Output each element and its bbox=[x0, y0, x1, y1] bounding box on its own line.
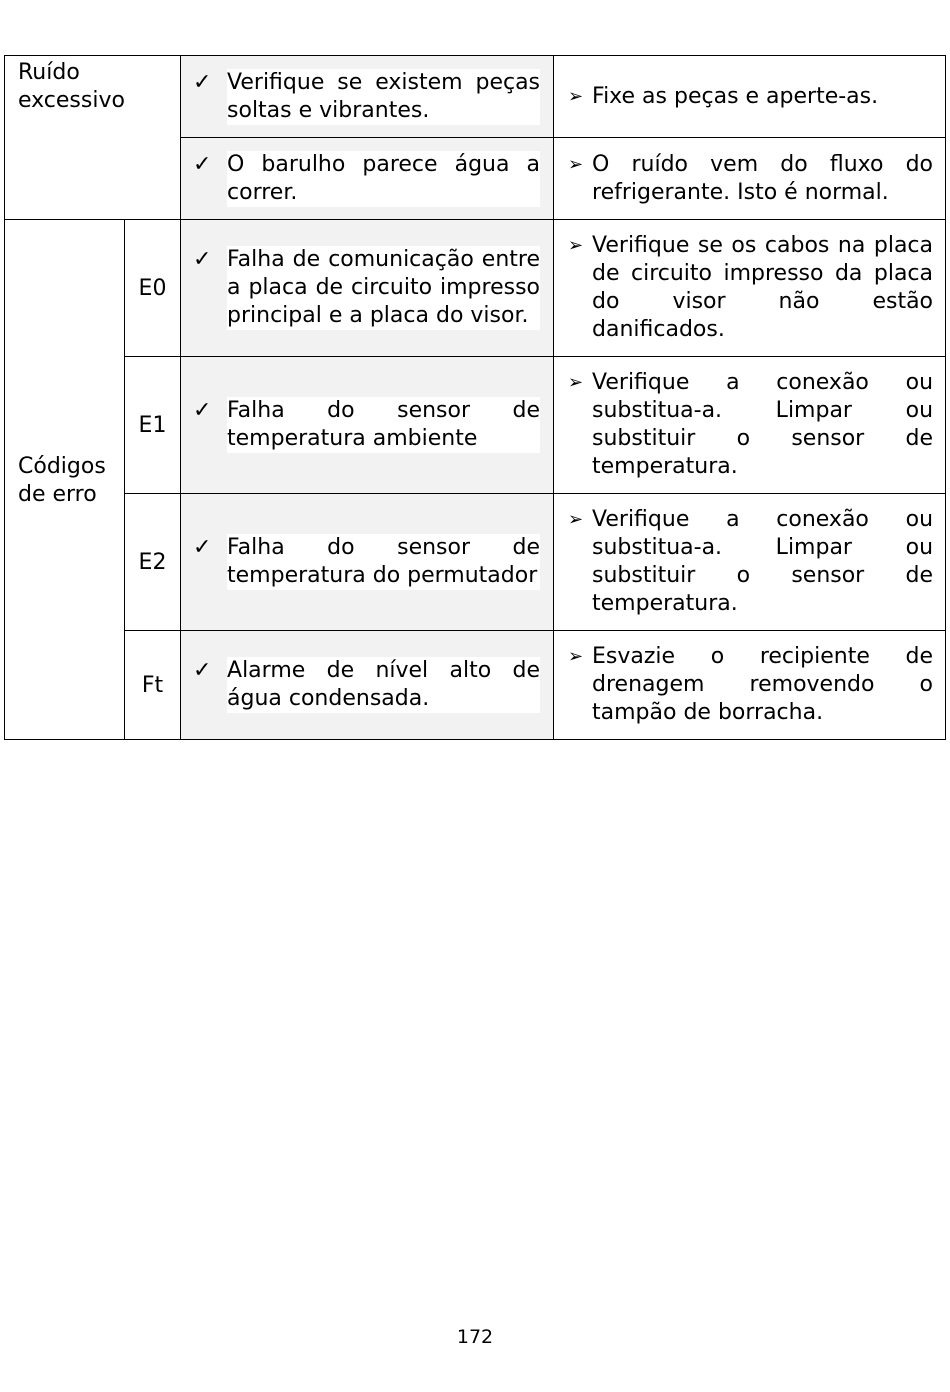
solution-cell bbox=[554, 56, 946, 138]
arrowhead-bullet-icon: ➢ bbox=[568, 372, 584, 393]
error-code: Ft bbox=[125, 631, 181, 740]
arrowhead-bullet-icon: ➢ bbox=[568, 153, 584, 175]
arrowhead-bullet-icon: ➢ bbox=[568, 85, 584, 107]
table-row bbox=[5, 631, 946, 740]
cause-cell bbox=[181, 138, 554, 220]
arrowhead-bullet-icon: ➢ bbox=[568, 646, 584, 667]
cause-cell bbox=[181, 631, 554, 740]
solution-text: O ruído vem do fluxo do refrigerante. Isto é normal. bbox=[592, 151, 934, 205]
page-number: 172 bbox=[456, 1326, 494, 1348]
solution-text: Verifique se os cabos na placa de circuito impresso da placa do visor não estão danificados. bbox=[592, 233, 934, 342]
checkmark-icon: ✓ bbox=[193, 535, 212, 560]
category-error-codes: Códigos de erro bbox=[5, 220, 125, 740]
troubleshooting-table bbox=[4, 55, 946, 740]
solution-cell bbox=[554, 357, 946, 494]
cause-text: Falha do sensor de temperatura ambiente bbox=[227, 398, 541, 451]
arrowhead-bullet-icon: ➢ bbox=[568, 235, 584, 256]
cause-text: Alarme de nível alto de água condensada. bbox=[227, 658, 541, 711]
cause-cell bbox=[181, 220, 554, 357]
cause-text: Verifique se existem peças soltas e vibrantes. bbox=[227, 69, 541, 123]
checkmark-icon: ✓ bbox=[193, 69, 212, 95]
arrowhead-bullet-icon: ➢ bbox=[568, 509, 584, 530]
solution-text: Fixe as peças e aperte-as. bbox=[592, 83, 879, 109]
solution-text: Esvazie o recipiente de drenagem removendo o tampão de borracha. bbox=[592, 644, 934, 725]
category-excessive-noise: Ruído excessivo bbox=[5, 56, 181, 220]
cause-text: Falha de comunicação entre a placa de circuito impresso principal e a placa do visor. bbox=[227, 247, 541, 328]
solution-cell bbox=[554, 494, 946, 631]
checkmark-icon: ✓ bbox=[193, 398, 212, 423]
solution-text: Verifique a conexão ou substitua-a. Limpar ou substituir o sensor de temperatura. bbox=[592, 507, 934, 616]
table-row bbox=[5, 357, 946, 494]
error-code: E0 bbox=[125, 220, 181, 357]
checkmark-icon: ✓ bbox=[193, 658, 212, 683]
cause-text: O barulho parece água a correr. bbox=[227, 151, 541, 205]
cause-cell bbox=[181, 56, 554, 138]
checkmark-icon: ✓ bbox=[193, 151, 212, 177]
cause-cell bbox=[181, 357, 554, 494]
table-row bbox=[5, 56, 946, 138]
table-row bbox=[5, 220, 946, 357]
solution-text: Verifique a conexão ou substitua-a. Limpar ou substituir o sensor de temperatura. bbox=[592, 370, 934, 479]
error-code: E2 bbox=[125, 494, 181, 631]
solution-cell bbox=[554, 631, 946, 740]
solution-cell bbox=[554, 138, 946, 220]
cause-cell bbox=[181, 494, 554, 631]
solution-cell bbox=[554, 220, 946, 357]
checkmark-icon: ✓ bbox=[193, 247, 212, 272]
table-row bbox=[5, 494, 946, 631]
error-code: E1 bbox=[125, 357, 181, 494]
cause-text: Falha do sensor de temperatura do permutador bbox=[227, 535, 541, 588]
